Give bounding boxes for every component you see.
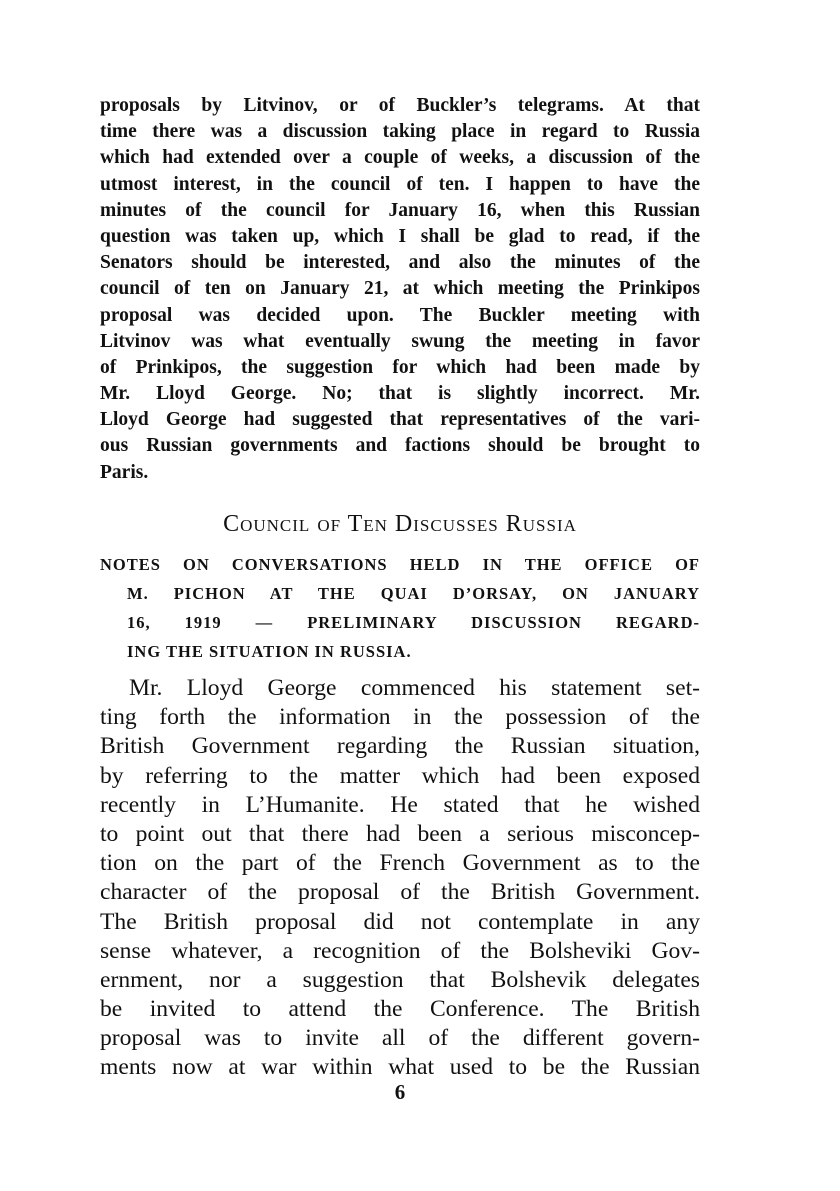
text-line: proposal was decided upon. The Buckler meeting with	[100, 304, 700, 326]
text-line: Mr. Lloyd George commenced his statement set-	[129, 675, 700, 701]
text-line: proposals by Litvinov, or of Buckler’s telegrams. At that	[100, 95, 700, 116]
subheading-line: 16, 1919 — PRELIMINARY DISCUSSION REGARD-	[127, 613, 700, 632]
text-line: Senators should be interested, and also the minutes of the	[100, 252, 700, 274]
intro-paragraph	[100, 93, 700, 486]
text-line: Mr. Lloyd George. No; that is slightly incorrect. Mr.	[100, 383, 700, 405]
text-line: ting forth the information in the possession of the	[100, 704, 700, 731]
text-line: proposal was to invite all of the different govern-	[100, 1025, 700, 1052]
text-line: ous Russian governments and factions should be brought to	[100, 435, 700, 457]
body-paragraph	[100, 674, 700, 1083]
subheading-line: ING THE SITUATION IN RUSSIA.	[127, 642, 412, 661]
text-line: question was taken up, which I shall be glad to read, if the	[100, 225, 700, 247]
text-line: to point out that there had been a serious misconcep-	[100, 820, 700, 847]
text-line: recently in L’Humanite. He stated that he wished	[100, 791, 700, 818]
text-line: minutes of the council for January 16, when this Russian	[100, 199, 700, 221]
text-line: Litvinov was what eventually swung the meeting in favor	[100, 330, 700, 352]
text-line: which had extended over a couple of weeks, a discussion of the	[100, 147, 700, 169]
text-line: The British proposal did not contemplate in any	[100, 908, 700, 935]
text-line: time there was a discussion taking place in regard to Russia	[100, 121, 700, 143]
text-line: tion on the part of the French Government as to the	[100, 850, 700, 877]
section-subheading	[100, 550, 700, 666]
section-heading: Council of Ten Discusses Russia	[223, 511, 577, 537]
text-line: by referring to the matter which had been exposed	[100, 762, 700, 789]
text-line: be invited to attend the Conference. The British	[100, 996, 700, 1023]
text-line: Lloyd George had suggested that representatives of the vari-	[100, 409, 700, 431]
text-line: ments now at war within what used to be the Russian	[100, 1054, 700, 1081]
text-line: council of ten on January 21, at which meeting the Prinkipos	[100, 278, 700, 300]
text-line: sense whatever, a recognition of the Bolsheviki Gov-	[100, 937, 700, 964]
page-number: 6	[394, 1080, 406, 1104]
text-line: British Government regarding the Russian situation,	[100, 733, 700, 760]
subheading-line: M. PICHON AT THE QUAI D’ORSAY, ON JANUARY	[127, 584, 700, 603]
text-line: Paris.	[100, 461, 149, 483]
text-line: utmost interest, in the council of ten. I happen to have the	[100, 173, 700, 195]
subheading-line: NOTES ON CONVERSATIONS HELD IN THE OFFICE OF	[100, 555, 700, 574]
text-line: character of the proposal of the British Government.	[100, 879, 700, 906]
text-line: of Prinkipos, the suggestion for which had been made by	[100, 356, 700, 378]
text-line: ernment, nor a suggestion that Bolshevik delegates	[100, 966, 700, 993]
